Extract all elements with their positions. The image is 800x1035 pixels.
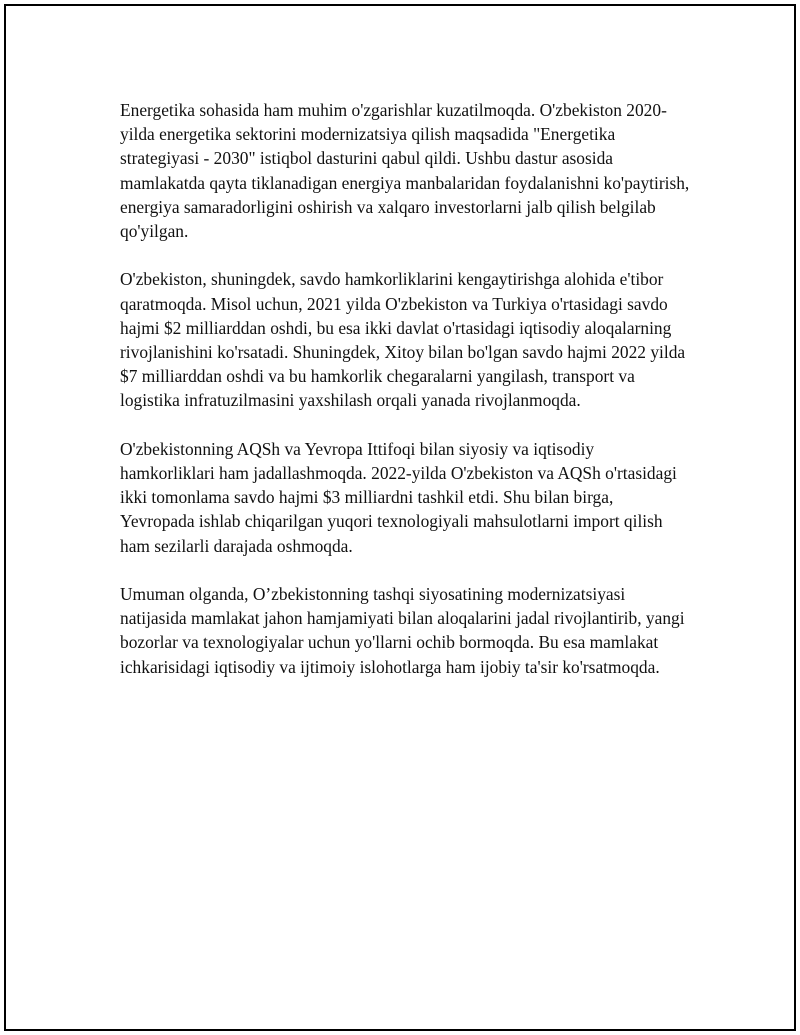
paragraph-energy-strategy: Energetika sohasida ham muhim o'zgarishlar kuzatilmoqda. O'zbekiston 2020-yilda energetika sektorini modernizatsiya qilish maqsadida "Energetika strategiyasi - 2030" istiqbol dasturini qabul qildi. Ushbu dastur asosida mamlakatda qayta tiklanadigan energiya manbalaridan foydalanishni ko'paytirish, energiya samaradorligini oshirish va xalqaro investorlarni jalb qilish belgilab qo'yilgan. <box>120 100 690 242</box>
document-page <box>4 4 796 1031</box>
document-body <box>120 98 690 703</box>
paragraph-conclusion: Umuman olganda, O’zbekistonning tashqi siyosatining modernizatsiyasi natijasida mamlakat jahon hamjamiyati bilan aloqalarini jadal rivojlantirib, yangi bozorlar va texnologiyalar uchun yo'llarni ochib bormoqda. Bu esa mamlakat ichkarisidagi iqtisodiy va ijtimoiy islohotlarga ham ijobiy ta'sir ko'rsatmoqda. <box>120 584 685 677</box>
paragraph-trade-partnerships: O'zbekiston, shuningdek, savdo hamkorliklarini kengaytirishga alohida e'tibor qaratmoqda. Misol uchun, 2021 yilda O'zbekiston va Turkiya o'rtasidagi savdo hajmi $2 milliarddan oshdi, bu esa ikki davlat o'rtasidagi iqtisodiy aloqalarning rivojlanishini ko'rsatadi. Shuningdek, Xitoy bilan bo'lgan savdo hajmi 2022 yilda $7 milliarddan oshdi va bu hamkorlik chegaralarni yangilash, transport va logistika infratuzilmasini yaxshilash orqali yanada rivojlanmoqda. <box>120 269 686 411</box>
paragraph-usa-eu-cooperation: O'zbekistonning AQSh va Yevropa Ittifoqi bilan siyosiy va iqtisodiy hamkorliklari ham jadallashmoqda. 2022-yilda O'zbekiston va AQSh o'rtasidagi ikki tomonlama savdo hajmi $3 milliardni tashkil etdi. Shu bilan birga, Yevropada ishlab chiqarilgan yuqori texnologiyali mahsulotlarni import qilish ham sezilarli darajada oshmoqda. <box>120 438 677 556</box>
